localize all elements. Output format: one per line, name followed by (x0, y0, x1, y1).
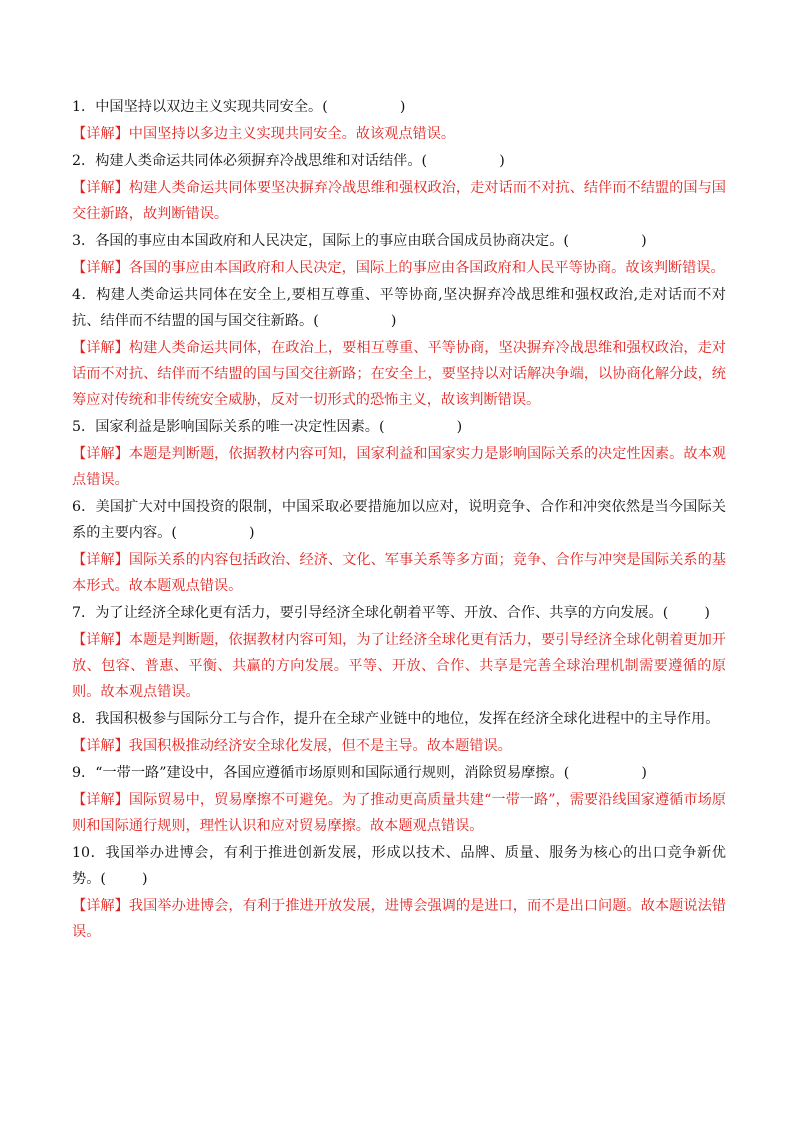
question-item (72, 414, 726, 493)
question-item (72, 228, 726, 281)
question-item (72, 706, 726, 759)
question-text: 10．我国举办进博会，有利于推进创新发展，形成以技术、品牌、质量、服务为核心的出口竞争新优势。( ) (72, 845, 726, 887)
answer-explanation (72, 547, 726, 599)
question-text: 1．中国坚持以双边主义实现共同安全。( ) (72, 99, 406, 115)
question-item (72, 494, 726, 599)
detail-tag: 【详解】 (72, 792, 129, 808)
answer-text: 本题是判断题，依据教材内容可知，国家利益和国家实力是影响国际关系的决定性因素。故本观点错误。 (72, 446, 726, 488)
answer-explanation (72, 175, 726, 227)
detail-tag: 【详解】 (72, 260, 129, 276)
answer-explanation (72, 733, 726, 759)
detail-tag: 【详解】 (72, 340, 129, 356)
detail-tag: 【详解】 (72, 898, 129, 914)
answer-explanation (72, 787, 726, 839)
detail-tag: 【详解】 (72, 446, 129, 462)
answer-explanation (72, 335, 726, 413)
detail-tag: 【详解】 (72, 552, 129, 568)
question-item (72, 94, 726, 147)
question-list (72, 94, 726, 945)
answer-text: 我国举办进博会，有利于推进开放发展，进博会强调的是进口，而不是出口问题。故本题说法错误。 (72, 898, 726, 940)
question-text: 6．美国扩大对中国投资的限制，中国采取必要措施加以应对，说明竞争、合作和冲突依然是当今国际关系的主要内容。( ) (72, 499, 726, 541)
question-item (72, 600, 726, 705)
answer-text: 构建人类命运共同体要坚决摒弃冷战思维和强权政治，走对话而不对抗、结伴而不结盟的国与国交往新路，故判断错误。 (72, 180, 726, 222)
detail-tag: 【详解】 (72, 632, 129, 648)
answer-explanation (72, 893, 726, 945)
question-text: 7．为了让经济全球化更有活力，要引导经济全球化朝着平等、开放、合作、共享的方向发展。( ) (72, 605, 710, 621)
answer-text: 国际关系的内容包括政治、经济、文化、军事关系等多方面；竞争、合作与冲突是国际关系的基本形式。故本题观点错误。 (72, 552, 726, 594)
answer-text: 构建人类命运共同体，在政治上，要相互尊重、平等协商，坚决摒弃冷战思维和强权政治，走对话而不对抗、结伴而不结盟的国与国交往新路；在安全上，要坚持以对话解决争端，以协商化解分歧，统筹应对传统和非传统安全威胁，反对一切形式的恐怖主义，故该判断错误。 (72, 340, 726, 408)
question-text: 4．构建人类命运共同体在安全上,要相互尊重、平等协商,坚决摒弃冷战思维和强权政治,走对话而不对抗、结伴而不结盟的国与国交往新路。( ) (72, 287, 726, 329)
question-item (72, 840, 726, 945)
answer-text: 国际贸易中，贸易摩擦不可避免。为了推动更高质量共建“一带一路”，需要沿线国家遵循市场原则和国际通行规则，理性认识和应对贸易摩擦。故本题观点错误。 (72, 792, 726, 834)
answer-explanation (72, 627, 726, 705)
question-item (72, 282, 726, 413)
question-item (72, 760, 726, 839)
question-text: 8．我国积极参与国际分工与合作，提升在全球产业链中的地位，发挥在经济全球化进程中的主导作用。 (72, 711, 720, 727)
answer-text: 本题是判断题，依据教材内容可知，为了让经济全球化更有活力，要引导经济全球化朝着更加开放、包容、普惠、平衡、共赢的方向发展。平等、开放、合作、共享是完善全球治理机制需要遵循的原则。故本观点错误。 (72, 632, 726, 700)
question-text: 9．“一带一路”建设中，各国应遵循市场原则和国际通行规则，消除贸易摩擦。( ) (72, 765, 647, 781)
question-text: 5．国家利益是影响国际关系的唯一决定性因素。( ) (72, 419, 463, 435)
answer-explanation (72, 255, 726, 281)
question-item (72, 148, 726, 227)
detail-tag: 【详解】 (72, 738, 129, 754)
answer-text: 各国的事应由本国政府和人民决定，国际上的事应由各国政府和人民平等协商。故该判断错误。 (128, 260, 725, 276)
answer-explanation (72, 441, 726, 493)
detail-tag: 【详解】 (72, 180, 129, 196)
question-text: 2．构建人类命运共同体必须摒弃冷战思维和对话结伴。( ) (72, 153, 505, 169)
answer-text: 我国积极推动经济安全球化发展，但不是主导。故本题错误。 (128, 738, 512, 754)
detail-tag: 【详解】 (72, 126, 129, 142)
answer-explanation (72, 121, 726, 147)
answer-text: 中国坚持以多边主义实现共同安全。故该观点错误。 (128, 126, 456, 142)
question-text: 3．各国的事应由本国政府和人民决定，国际上的事应由联合国成员协商决定。( ) (72, 233, 647, 249)
